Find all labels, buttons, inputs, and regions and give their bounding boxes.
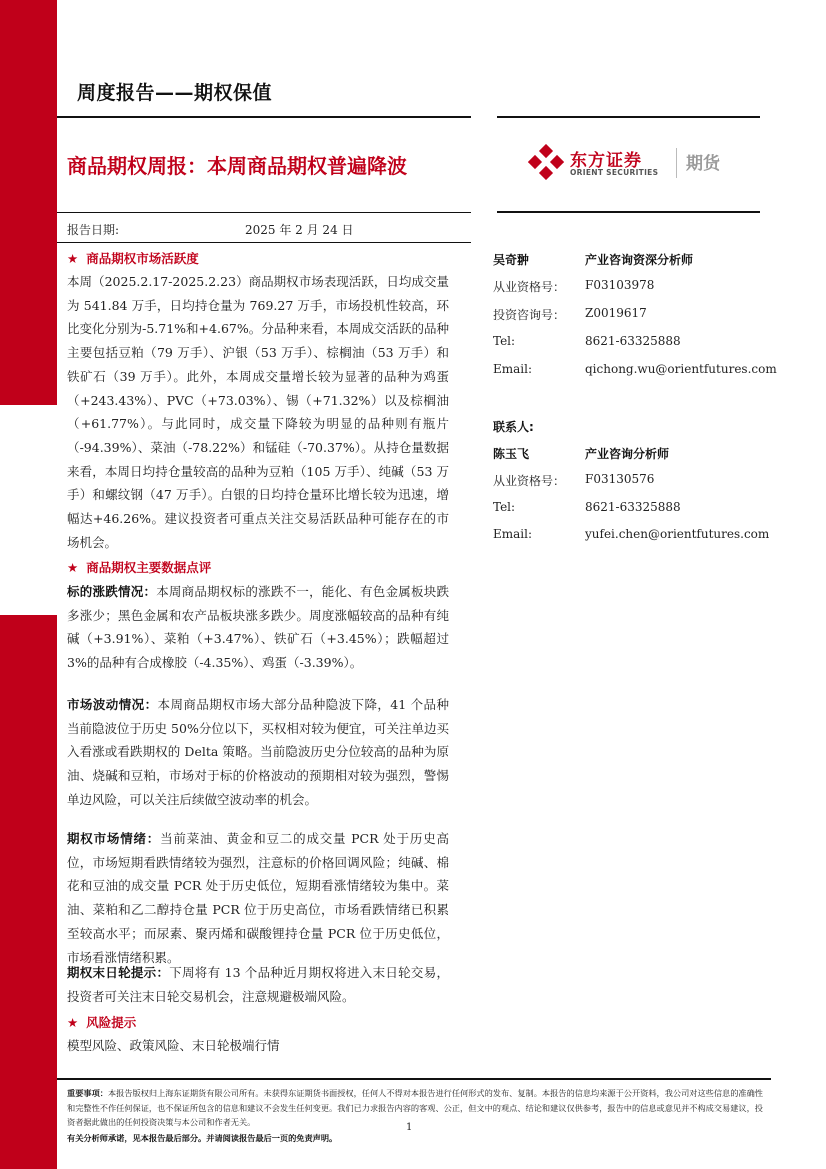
row-key: 从业资格号： xyxy=(493,280,566,294)
contact-email[interactable]: yufei.chen@orientfutures.com xyxy=(585,527,770,541)
report-date-label: 报告日期: xyxy=(67,223,120,237)
contact-title: 产业咨询分析师 xyxy=(585,447,670,461)
row-key: Tel: xyxy=(493,500,516,514)
paragraph-label: 市场波动情况： xyxy=(67,697,158,712)
risk-paragraph: 模型风险、政策风险、末日轮极端行情 xyxy=(67,1038,280,1053)
side-label xyxy=(0,462,57,582)
star-icon: ★ xyxy=(67,560,79,575)
side-label-char: 究 xyxy=(17,554,40,579)
row-value: 8621-63325888 xyxy=(585,334,681,348)
paragraph-label: 期权市场情绪： xyxy=(67,831,161,846)
disclaimer-label: 重要事项： xyxy=(67,1088,108,1098)
report-date-value: 2025 年 2 月 24 日 xyxy=(245,223,354,237)
row-key: Tel: xyxy=(493,334,516,348)
paragraph-text: 下周将有 13 个品种近月期权将进入末日轮交易，投资者可关注末日轮交易机会，注意规避极端风险。 xyxy=(67,965,449,1004)
paragraph-label: 期权末日轮提示： xyxy=(67,965,170,980)
section-heading-text: 商品期权市场活跃度 xyxy=(86,251,199,266)
date-rule xyxy=(57,242,471,243)
volatility-paragraph xyxy=(67,693,449,812)
logo-name: 东方证券 xyxy=(570,151,642,171)
header-rule-right xyxy=(497,116,760,118)
analyst-email[interactable]: qichong.wu@orientfutures.com xyxy=(585,362,777,376)
analyst-name: 吴奇翀 xyxy=(493,253,530,267)
row-value: Z0019617 xyxy=(585,306,647,320)
footer-rule xyxy=(57,1078,771,1080)
header-rule xyxy=(57,116,471,118)
page-number: 1 xyxy=(406,1122,413,1133)
logo-futures: 期货 xyxy=(686,154,720,174)
paragraph-label: 标的涨跌情况： xyxy=(67,584,157,599)
report-date xyxy=(67,221,367,238)
contact-heading: 联系人: xyxy=(493,420,534,434)
row-value: 8621-63325888 xyxy=(585,500,681,514)
row-key: 投资咨询号： xyxy=(493,308,566,322)
paragraph-text: 本周商品期权市场大部分品种隐波下降，41 个品种当前隐波位于历史 50%分位以下，买权相对较为便宜，可关注单边买入看涨或看跌期权的 Delta 策略。当前隐波历史分位较高的品种为原油、烧碱和豆粕，市场对于标的价格波动的预期相对较为强烈，警惕单边风险，可以关注后续做空波动率的机会。 xyxy=(67,697,449,807)
sentiment-paragraph xyxy=(67,827,449,969)
section-heading-activity xyxy=(67,249,199,267)
title-rule-right xyxy=(497,211,760,213)
section-heading-text: 商品期权主要数据点评 xyxy=(86,560,212,575)
side-label-char: 业 xyxy=(17,494,40,519)
paragraph-text: 当前菜油、黄金和豆二的成交量 PCR 处于历史高位，市场短期看跌情绪较为强烈，注意标的价格回调风险；纯碱、棉花和豆油的成交量 PCR 处于历史低位，短期看涨情绪较为集中。菜油、菜粕和乙二醇持仓量 PCR 位于历史高位，市场看跌情绪已积累至较高水平；而尿素、聚丙烯和碳酸锂持仓量 PCR 位于历史低位，市场看涨情绪积累。 xyxy=(67,831,449,965)
logo-mark-icon xyxy=(528,144,564,180)
logo-divider xyxy=(676,148,677,178)
company-logo xyxy=(528,144,758,186)
disclaimer xyxy=(67,1086,767,1130)
row-value: F03130576 xyxy=(585,472,655,486)
section-heading-text: 风险提示 xyxy=(86,1015,137,1030)
section-heading-risk xyxy=(67,1013,136,1031)
star-icon: ★ xyxy=(67,251,79,266)
row-key: 从业资格号： xyxy=(493,474,566,488)
row-value: F03103978 xyxy=(585,278,655,292)
side-label-char: 研 xyxy=(17,524,40,549)
paragraph-text: 本周商品期权标的涨跌不一，能化、有色金属板块跌多涨少；黑色金属和农产品板块涨多跌少。周度涨幅较高的品种有纯碱（+3.91%）、菜粕（+3.47%）、铁矿石（+3.45%）；跌幅超过 3%的品种有合成橡胶（-4.35%）、鸡蛋（-3.39%）。 xyxy=(67,584,449,671)
section-heading-review xyxy=(67,558,211,576)
row-key: Email: xyxy=(493,527,533,541)
analyst-title: 产业咨询资深分析师 xyxy=(585,253,694,267)
left-accent-bar xyxy=(0,0,57,1169)
expiry-paragraph xyxy=(67,961,449,1008)
side-label-char: 产 xyxy=(17,464,40,489)
report-type-title: 周度报告——期权保值 xyxy=(77,82,273,104)
title-rule xyxy=(57,212,471,213)
analyst-note: 有关分析师承诺，见本报告最后部分。并请阅读报告最后一页的免责声明。 xyxy=(67,1133,338,1143)
underlying-moves-paragraph xyxy=(67,580,449,675)
contact-name: 陈玉飞 xyxy=(493,447,530,461)
star-icon: ★ xyxy=(67,1015,79,1030)
disclaimer-text: 本报告版权归上海东证期货有限公司所有。未获得东证期货书面授权，任何人不得对本报告进行任何形式的发布、复制。本报告的信息均来源于公开资料，我公司对这些信息的准确性和完整性不作任何保证，也不保证所包含的信息和建议不会发生任何变更。我们已力求报告内容的客观、公正，但文中的观点、结论和建议仅供参考，报告中的信息或意见并不构成交易建议，投资者据此做出的任何投资决策与本公司和作者无关。 xyxy=(67,1088,763,1127)
row-key: Email: xyxy=(493,362,533,376)
activity-paragraph: 本周（2025.2.17-2025.2.23）商品期权市场表现活跃，日均成交量为 541.84 万手，日均持仓量为 769.27 万手，市场投机性较高，环比变化分别为-5.71%和+4.67%。分品种来看，本周成交活跃的品种主要包括豆粕（79 万手）、沪银（53 万手）、棕榈油（53 万手）和铁矿石（39 万手）。此外，本周成交量增长较为显著的品种为鸡蛋（+243.43%）、PVC（+73.03%）、锡（+71.32%）以及棕榈油（+61.77%）。与此同时，成交量下降较为明显的品种则有瓶片（-94.39%）、菜油（-78.22%）和锰硅（-70.37%）。从持仓量数据来看，本周日均持仓量较高的品种为豆粕（105 万手）、纯碱（53 万手）和螺纹钢（47 万手）。白银的日均持仓量环比增长较为迅速，增幅达+46.26%。建议投资者可重点关注交易活跃品种可能存在的市场机会。 xyxy=(67,274,449,550)
logo-subtitle: ORIENT SECURITIES xyxy=(570,168,659,177)
page-title: 商品期权周报：本周商品期权普遍降波 xyxy=(67,154,407,178)
